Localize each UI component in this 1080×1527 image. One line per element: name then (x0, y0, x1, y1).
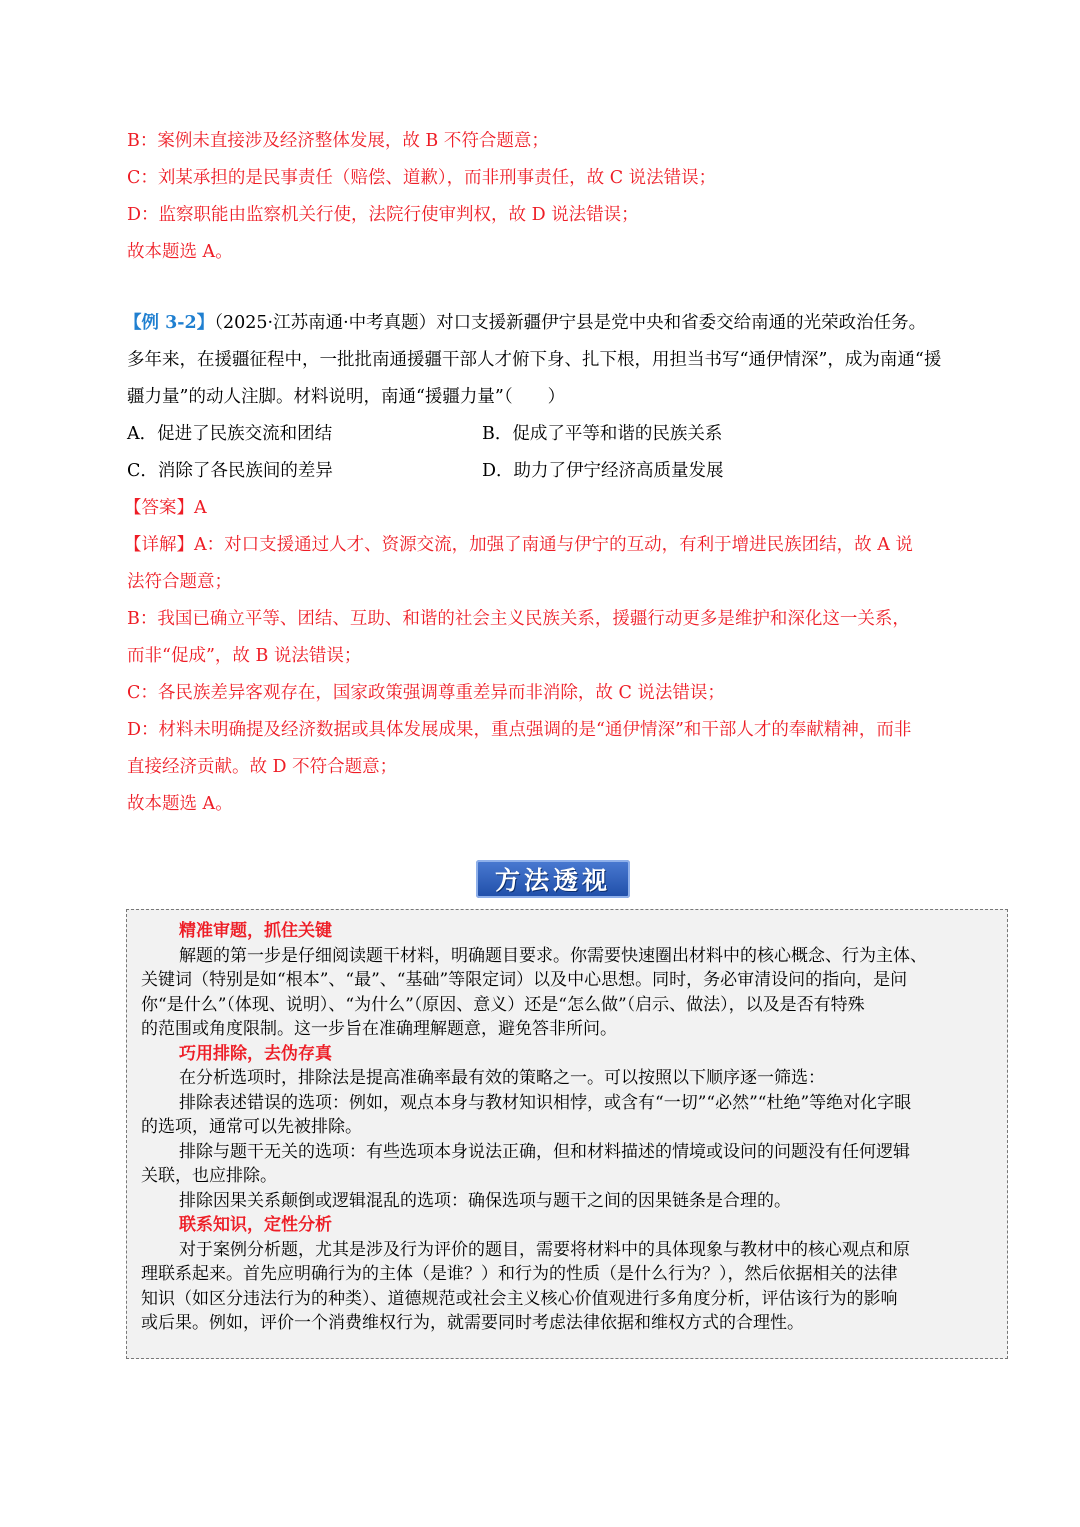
detail-text-1: A：对口支援通过人才、资源交流，加强了南通与伊宁的互动，有利于增进民族团结，故 A 说 (194, 535, 913, 555)
method-p1-line-1: 解题的第一步是仔细阅读题干材料，明确题目要求。你需要快速圈出材料中的核心概念、行为主体、 (179, 946, 927, 966)
detail-conclusion: 故本题选 A。 (127, 794, 233, 814)
detail-line-4: 而非“促成”，故 B 说法错误； (127, 646, 362, 666)
explanation-line-b: B：案例未直接涉及经济整体发展，故 B 不符合题意； (127, 131, 549, 151)
method-banner-title: 方法透视 (494, 866, 611, 895)
method-p3-line-2: 理联系起来。首先应明确行为的主体（是谁？）和行为的性质（是什么行为？），然后依据相关的法律 (141, 1264, 898, 1284)
conclusion-line: 故本题选 A。 (127, 242, 233, 262)
explanation-line-d: D：监察职能由监察机关行使，法院行使审判权，故 D 说法错误； (127, 205, 639, 225)
method-banner (476, 860, 630, 898)
method-p1-line-4: 的范围或角度限制。这一步旨在准确理解题意，避免答非所问。 (141, 1019, 617, 1039)
method-p2-line-2: 排除表述错误的选项：例如，观点本身与教材知识相悖，或含有“一切”“必然”“杜绝”等绝对化字眼 (179, 1093, 912, 1113)
method-p3-line-1: 对于案例分析题，尤其是涉及行为评价的题目，需要将材料中的具体现象与教材中的核心观点和原 (179, 1240, 910, 1260)
method-p2-line-4: 排除与题干无关的选项：有些选项本身说法正确，但和材料描述的情境或设问的问题没有任何逻辑 (179, 1142, 910, 1162)
example-stem-line-3: 疆力量”的动人注脚。材料说明，南通“援疆力量”（ ） (127, 387, 566, 407)
method-p1-line-3: 你“是什么”（体现、说明）、“为什么”（原因、意义）还是“怎么做”（启示、做法），以及是否有特殊 (141, 995, 865, 1015)
answer-label: 【答案】 (124, 498, 194, 518)
detail-line-6: D：材料未明确提及经济数据或具体发展成果，重点强调的是“通伊情深”和干部人才的奉献精神，而非 (127, 720, 912, 740)
method-p1-line-2: 关键词（特别是如“根本”、“最”、“基础”等限定词）以及中心思想。同时，务必审清设问的指向，是问 (141, 970, 908, 990)
option-a: A．促进了民族交流和团结 (127, 424, 333, 444)
method-heading-1: 精准审题，抓住关键 (179, 921, 332, 941)
option-b: B．促成了平等和谐的民族关系 (482, 424, 723, 444)
method-p2-line-5: 关联，也应排除。 (141, 1166, 277, 1186)
method-p3-line-4: 或后果。例如，评价一个消费维权行为，就需要同时考虑法律依据和维权方式的合理性。 (141, 1313, 804, 1333)
option-c: C．消除了各民族间的差异 (127, 461, 333, 481)
example-stem-line-1 (124, 311, 926, 335)
method-p3-line-3: 知识（如区分违法行为的种类）、道德规范或社会主义核心价值观进行多角度分析，评估该行为的影响 (141, 1289, 898, 1309)
method-heading-2: 巧用排除，去伪存真 (179, 1044, 332, 1064)
answer-line (124, 496, 207, 520)
explanation-line-c: C：刘某承担的是民事责任（赔偿、道歉），而非刑事责任，故 C 说法错误； (127, 168, 717, 188)
example-stem-line-2: 多年来，在援疆征程中，一批批南通援疆干部人才俯下身、扎下根，用担当书写“通伊情深”，成为南通“援 (127, 350, 942, 370)
method-box (126, 909, 1008, 1359)
detail-line-1 (124, 533, 913, 557)
detail-line-5: C：各民族差异客观存在，国家政策强调尊重差异而非消除，故 C 说法错误； (127, 683, 725, 703)
example-stem-text-1: （2025·江苏南通·中考真题）对口支援新疆伊宁县是党中央和省委交给南通的光荣政治任务。 (214, 313, 927, 333)
method-p2-line-3: 的选项，通常可以先被排除。 (141, 1117, 362, 1137)
method-p2-line-1: 在分析选项时，排除法是提高准确率最有效的策略之一。可以按照以下顺序逐一筛选： (179, 1068, 825, 1088)
method-p2-line-6: 排除因果关系颠倒或逻辑混乱的选项：确保选项与题干之间的因果链条是合理的。 (179, 1191, 791, 1211)
answer-value: A (194, 498, 207, 518)
method-heading-3: 联系知识，定性分析 (179, 1215, 332, 1235)
option-d: D．助力了伊宁经济高质量发展 (482, 461, 724, 481)
detail-line-3: B：我国已确立平等、团结、互助、和谐的社会主义民族关系，援疆行动更多是维护和深化这一关系， (127, 609, 910, 629)
detail-line-7: 直接经济贡献。故 D 不符合题意； (127, 757, 398, 777)
detail-label: 【详解】 (124, 535, 194, 555)
example-tag: 【例 3-2】 (124, 313, 215, 333)
detail-line-2: 法符合题意； (127, 572, 232, 592)
